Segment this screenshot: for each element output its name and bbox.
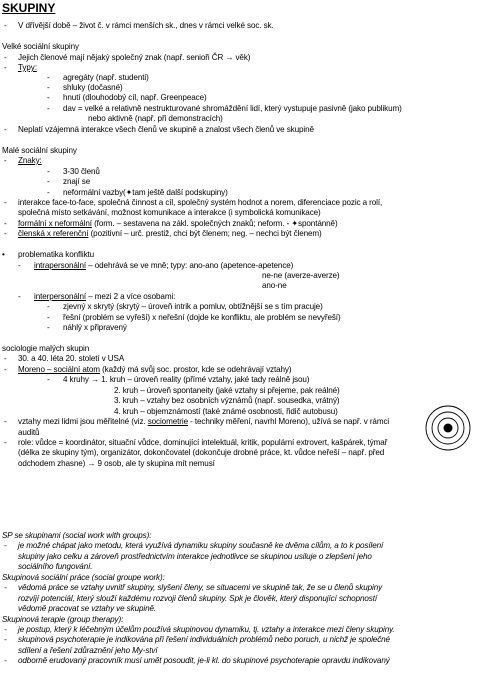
list-bullet: - — [47, 313, 50, 322]
list-bullet: - — [4, 156, 7, 165]
text-line: 3. kruh – vztahy bez osobních význámů (např. sousedka, vrátný) — [114, 396, 340, 405]
text-line: 4. kruh – objemznámostí (také známé osobnosti, řidič autobusu) — [114, 407, 338, 416]
text-line: role: vůdce = koordinátor, situační vůdce, dominující intelektuál, kritik, populární extrovert, kašpárek, týmař — [18, 438, 388, 447]
list-bullet: - — [4, 198, 7, 207]
text-line: odchodem zhasne) → 9 osob, ale ty skupina mít nemusí — [18, 459, 215, 468]
list-bullet: - — [4, 583, 7, 592]
text-line: Moreno – sociální atom (každý má svůj soc. prostor, kde se odehrávají vztahy) — [18, 365, 292, 374]
list-bullet: - — [47, 93, 50, 102]
text-line: nebo aktivně (např. při demonstracích) — [88, 114, 223, 123]
list-bullet: - — [47, 167, 50, 176]
list-bullet: - — [4, 219, 7, 228]
list-bullet: - — [4, 53, 7, 62]
text-line: sociálního fungování. — [18, 562, 93, 571]
text-line: auditů — [18, 428, 40, 437]
text-line: ano-ne — [262, 281, 287, 290]
text-line: rozvíjí potenciál, který slouží každému rozvoji členů skupiny. Spk je člověk, který disponující schopností — [18, 594, 378, 603]
text-line: 3-30 členů — [63, 167, 100, 176]
text-line: neformální vazby(✦tam ještě další podskupiny) — [63, 188, 228, 197]
text-line: členská x referenční (pozitivní – urč. prestiž, chci být členem; neg. – nechci být členem) — [18, 229, 322, 238]
text-line: znají se — [63, 177, 91, 186]
list-bullet: - — [18, 292, 21, 301]
list-bullet: - — [4, 125, 7, 134]
page-title: SKUPINY — [2, 1, 56, 15]
list-bullet: - — [47, 104, 50, 113]
text-line: odborně erudovaný pracovník musí umět posoudit, je-li kl. do skupinové psychoterapie opravdu indikovaný — [18, 656, 390, 665]
list-bullet: - — [4, 541, 7, 550]
text-line: řešní (problém se vyřeší) x neřešní (dojde ke konfliktu, ale problém se nevyřeší) — [63, 313, 341, 322]
text-line: vědomě pracovat se vztahy ve skupině. — [18, 604, 157, 613]
list-bullet: - — [4, 417, 7, 426]
list-bullet: - — [4, 635, 7, 644]
text-line: Znaky: — [18, 156, 42, 165]
list-bullet: • — [2, 250, 5, 259]
list-bullet: - — [47, 323, 50, 332]
text-line: interpersonální – mezi 2 a více osobami: — [34, 292, 176, 301]
list-bullet: - — [47, 73, 50, 82]
list-bullet: - — [47, 83, 50, 92]
text-line: shluky (dočasné) — [63, 83, 123, 92]
text-line: 2. kruh – úroveň spontaneity (jaké vztahy si přejeme, pak reálné) — [114, 386, 340, 395]
list-bullet: - — [4, 63, 7, 72]
text-line: sociologie malých skupin — [2, 344, 90, 353]
list-bullet: - — [4, 438, 7, 447]
list-bullet: - — [4, 656, 7, 665]
list-bullet: - — [4, 354, 7, 363]
text-line: vztahy mezi lidmi jsou měřitelné (viz. sociometrie - techniky měření, navrhl Moreno), užívá se např. v rámci — [18, 417, 390, 426]
text-line: formální x neformální (form. – sestavena na zákl. společných znaků; neform. - ✦spontánně) — [18, 219, 338, 228]
text-line: společná místo setkávání, možnost komunikace a interakce (i symbolická komunikace) — [18, 208, 321, 217]
list-bullet: - — [47, 302, 50, 311]
text-line: 30. a 40. léta 20. století v USA — [18, 354, 125, 363]
text-line: Neplatí vzájemná interakce všech členů ve skupině a znalost všech členů ve skupině — [18, 125, 314, 134]
list-bullet: - — [4, 229, 7, 238]
text-line: V dřívější době – život č. v rámci menších sk., dnes v rámci velké soc. sk. — [18, 21, 274, 30]
list-bullet: - — [47, 177, 50, 186]
text-line: Velké sociální skupiny — [2, 42, 79, 51]
text-line: sdílení a řešení zdůraznění jeho My-ství — [18, 646, 158, 655]
list-bullet: - — [4, 625, 7, 634]
text-line: dav = velké a relativně nestrukturované shromáždění lidí, který vystupuje pasivně (jako publikum) — [63, 104, 402, 113]
text-line: problematika konfliktu — [18, 250, 95, 259]
text-line: Jejich členové mají nějaký společný znak (např. senioři ČR → věk) — [18, 53, 251, 62]
text-line: skupiny jako celku a zároveň prostřednictvím interakce jednotlivce se skupinou usiluje o zlepšení jeho — [18, 552, 372, 561]
list-bullet: - — [47, 375, 50, 384]
text-line: intrapersonální – odehrává se ve mně; typy: ano-ano (apetence-apetence) — [34, 261, 294, 270]
text-line: Skupinová terapie (group therapy): — [2, 615, 124, 624]
text-line: je postup, který k léčebným účelům používá skupinovou dynamiku, tj. vztahy a interakce mezi členy skupiny. — [18, 625, 395, 634]
concentric-circles-icon — [425, 405, 471, 451]
list-bullet: - — [4, 21, 7, 30]
text-line: ne-ne (averze-averze) — [262, 271, 340, 280]
text-line: (délka ze skupiny tým), organizátor, dokončovatel (dokončuje drobné práce, kt. vůdce neřeší – např. před — [18, 448, 385, 457]
list-bullet: - — [4, 365, 7, 374]
text-line: interakce face-to-face, společná činnost a cíl, společný systém hodnot a norem, diferenciace pozic a rolí, — [18, 198, 383, 207]
text-line: SP se skupinami (social work with groups): — [2, 531, 152, 540]
text-line: je možné chápat jako metodu, která využívá dynamiku skupiny současně ke dvěma cílům, a to k posílení — [18, 541, 384, 550]
text-line: 4 kruhy → 1. kruh – úroveň reality (přímé vztahy, jaké tady reálně jsou) — [63, 375, 310, 384]
text-line: Malé sociální skupiny — [2, 146, 77, 155]
text-line: agregáty (např. studenti) — [63, 73, 149, 82]
text-line: náhlý x připravený — [63, 323, 127, 332]
list-bullet: - — [18, 261, 21, 270]
list-bullet: - — [47, 188, 50, 197]
text-line: hnutí (dlouhodobý cíl, např. Greenpeace) — [63, 93, 207, 102]
text-line: skupinová psychoterapie je indikována při řešení individuálních problémů nebo poruch, u nichž je společné — [18, 635, 390, 644]
text-line: Skupinová sociální práce (social groupe work): — [2, 573, 165, 582]
text-line: Typy: — [18, 63, 37, 72]
text-line: vědomá práce se vztahy uvnitř skupiny, slyšení členy, se situacemi ve skupině tak, že se u členů skupiny — [18, 583, 383, 592]
text-line: zjevný x skrytý (skrytý – úroveň intrik a pomluv, obtížnější se s tím pracuje) — [63, 302, 323, 311]
